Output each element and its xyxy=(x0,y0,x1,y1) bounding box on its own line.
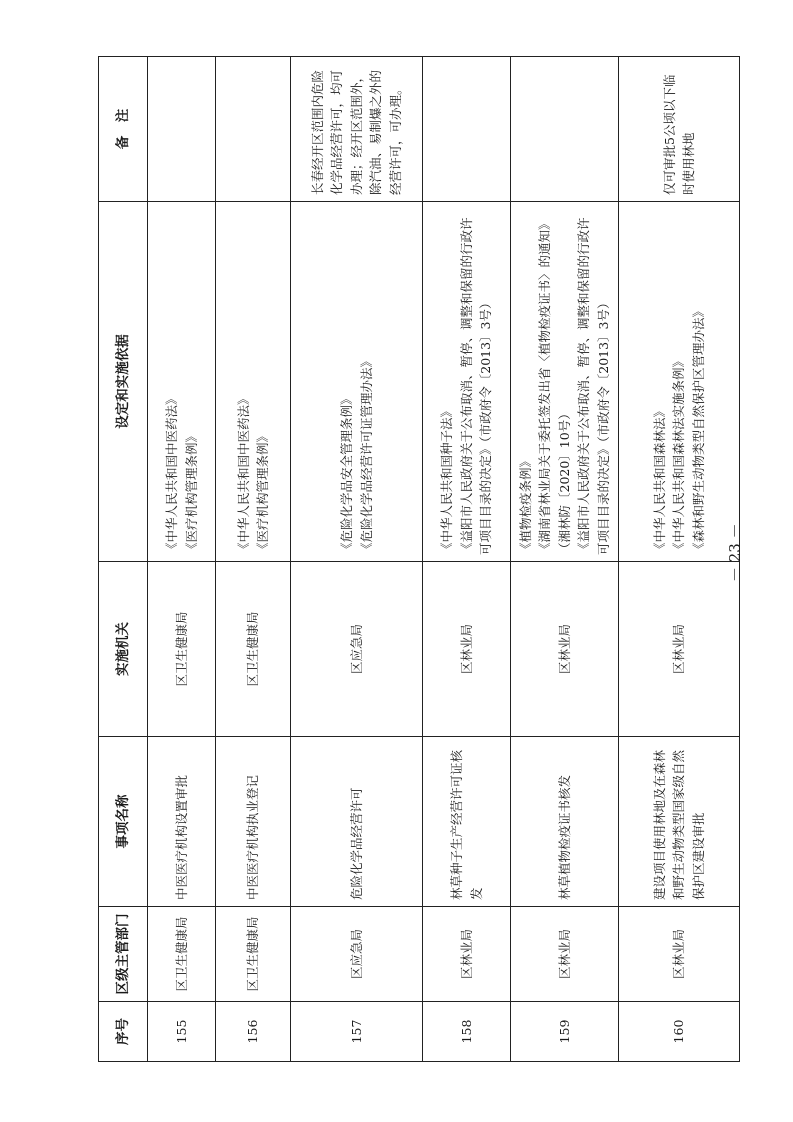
basis-line: 《中华人民共和国森林法》 xyxy=(651,404,667,555)
row-agency: 区卫生健康局 xyxy=(148,562,216,737)
row-dept: 区卫生健康局 xyxy=(216,907,291,1002)
basis-line: 《益阳市人民政府关于公布取消、暂停、调整和保留的行政许可项目目录的决定》（市政府令〔2013〕3号） xyxy=(576,217,611,555)
row-seq: 157 xyxy=(291,1002,423,1062)
row-agency: 区应急局 xyxy=(291,562,423,737)
row-dept: 区卫生健康局 xyxy=(148,907,216,1002)
header-dept: 区级主管部门 xyxy=(99,907,148,1002)
row-seq: 159 xyxy=(511,1002,619,1062)
row-item: 林草种子生产经营许可证核发 xyxy=(423,737,511,907)
basis-line: 《危险化学品经营许可证管理办法》 xyxy=(358,354,374,555)
row-item: 中医医疗机构执业登记 xyxy=(216,737,291,907)
row-seq: 158 xyxy=(423,1002,511,1062)
table-row xyxy=(619,57,740,1062)
row-agency: 区林业局 xyxy=(511,562,619,737)
row-remark xyxy=(511,57,619,202)
basis-line: 《中华人民共和国中医药法》 xyxy=(164,392,180,555)
basis-line: 《医疗机构管理条例》 xyxy=(183,429,199,555)
row-basis xyxy=(148,202,216,562)
row-basis xyxy=(423,202,511,562)
basis-line: 《中华人民共和国种子法》 xyxy=(439,404,455,555)
basis-line: 《植物检疫条例》 xyxy=(518,454,534,555)
row-remark: 长春经开区范围内危险化学品经营许可，均可办理；经开区范围外，除汽油、易制爆之外的经营许可，可办理。 xyxy=(291,57,423,202)
approval-items-table xyxy=(98,56,740,1062)
header-remark: 备 注 xyxy=(99,57,148,202)
row-dept: 区林业局 xyxy=(619,907,740,1002)
row-dept: 区林业局 xyxy=(423,907,511,1002)
basis-line: 《危险化学品安全管理条例》 xyxy=(339,392,355,555)
row-remark xyxy=(148,57,216,202)
table-row xyxy=(291,57,423,1062)
row-remark xyxy=(216,57,291,202)
table-row xyxy=(216,57,291,1062)
row-agency: 区林业局 xyxy=(619,562,740,737)
header-item: 事项名称 xyxy=(99,737,148,907)
row-agency: 区卫生健康局 xyxy=(216,562,291,737)
basis-line: 《中华人民共和国中医药法》 xyxy=(235,392,251,555)
table-header-row xyxy=(99,57,148,1062)
row-seq: 160 xyxy=(619,1002,740,1062)
header-agency: 实施机关 xyxy=(99,562,148,737)
row-basis xyxy=(216,202,291,562)
row-remark: 仅可审批5公顷以下临时使用林地 xyxy=(619,57,740,202)
row-basis xyxy=(291,202,423,562)
row-dept: 区应急局 xyxy=(291,907,423,1002)
row-item: 建设项目使用林地及在森林和野生动物类型国家级自然保护区建设审批 xyxy=(619,737,740,907)
row-basis xyxy=(619,202,740,562)
header-basis: 设定和实施依据 xyxy=(99,202,148,562)
row-seq: 156 xyxy=(216,1002,291,1062)
basis-line: 《医疗机构管理条例》 xyxy=(255,429,270,555)
row-remark xyxy=(423,57,511,202)
row-item: 危险化学品经营许可 xyxy=(291,737,423,907)
row-seq: 155 xyxy=(148,1002,216,1062)
basis-line: 《森林和野生动物类型自然保护区管理办法》 xyxy=(690,304,706,555)
basis-line: 《益阳市人民政府关于公布取消、暂停、调整和保留的行政许可项目目录的决定》（市政府令〔2013〕3号） xyxy=(458,217,494,555)
basis-line: 《湖南省林业局关于委托签发出省〈植物检疫证书〉的通知》（湘林防〔2020〕10号） xyxy=(537,217,572,555)
page-number: － 23 － xyxy=(726,523,744,582)
table-row xyxy=(148,57,216,1062)
row-dept: 区林业局 xyxy=(511,907,619,1002)
table-row xyxy=(423,57,511,1062)
table-row xyxy=(511,57,619,1062)
basis-line: 《中华人民共和国森林法实施条例》 xyxy=(671,354,687,555)
row-item: 林草植物检疫证书核发 xyxy=(511,737,619,907)
row-item: 中医医疗机构设置审批 xyxy=(148,737,216,907)
row-basis xyxy=(511,202,619,562)
row-agency: 区林业局 xyxy=(423,562,511,737)
header-seq: 序号 xyxy=(99,1002,148,1062)
